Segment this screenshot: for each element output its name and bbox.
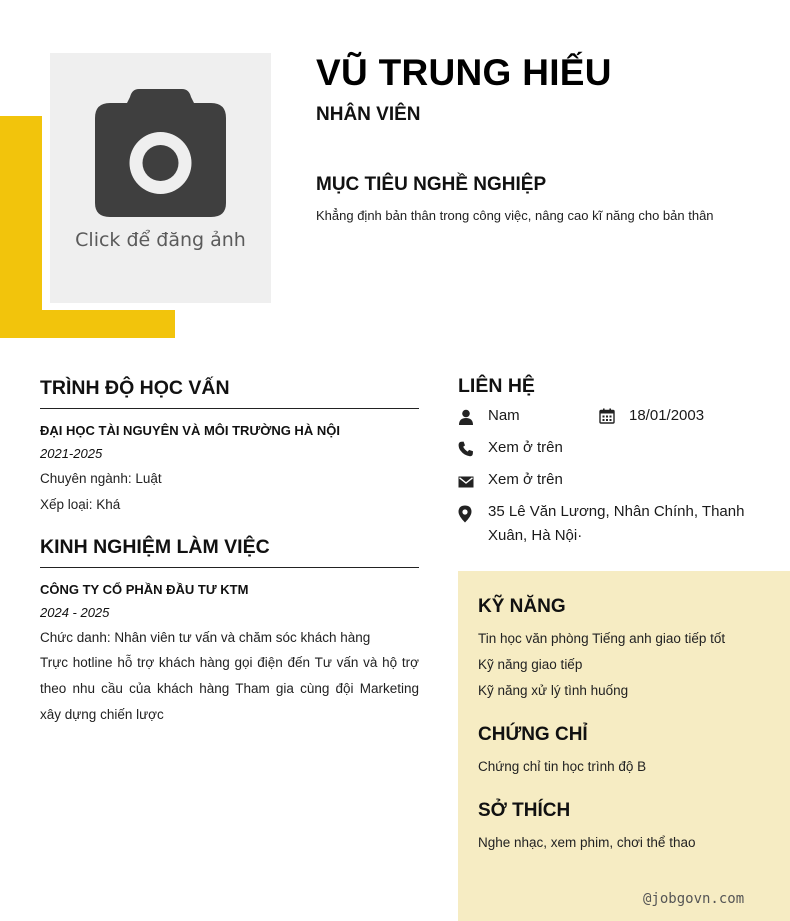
hobbies-heading: SỞ THÍCH [478, 800, 571, 821]
experience-description: Trực hotline hỗ trợ khách hàng gọi điện đến Tư vấn và hộ trợ theo nhu cầu của khách hàng Tham gia cùng đội Marketing xây dựng chiến lược [40, 655, 419, 722]
experience-divider [40, 567, 419, 568]
education-major: Chuyên ngành: Luật [40, 471, 162, 486]
camera-icon [95, 89, 226, 219]
calendar-icon [599, 408, 615, 424]
education-grade: Xếp loại: Khá [40, 497, 121, 512]
contact-address: 35 Lê Văn Lương, Nhân Chính, Thanh Xuân, Hà Nội· [488, 503, 745, 544]
location-pin-icon [457, 505, 473, 523]
candidate-name: VŨ TRUNG HIẾU [316, 52, 612, 93]
skills-heading: KỸ NĂNG [478, 596, 566, 617]
skills-panel [458, 571, 790, 921]
photo-upload[interactable] [50, 53, 271, 303]
skill-item: Kỹ năng giao tiếp [478, 657, 583, 672]
objective-text: Khẳng định bản thân trong công việc, nâng cao kĩ năng cho bản thân [316, 208, 714, 223]
company-name: CÔNG TY CỔ PHẦN ĐẦU TƯ KTM [40, 582, 249, 597]
experience-role: Chức danh: Nhân viên tư vấn và chăm sóc khách hàng [40, 630, 371, 645]
experience-period: 2024 - 2025 [40, 605, 110, 620]
skill-item: Kỹ năng xử lý tình huống [478, 683, 629, 698]
education-heading: TRÌNH ĐỘ HỌC VẤN [40, 377, 230, 399]
photo-caption: Click để đăng ảnh [75, 229, 246, 251]
education-divider [40, 408, 419, 409]
objective-heading: MỤC TIÊU NGHỀ NGHIỆP [316, 174, 547, 195]
experience-heading: KINH NGHIỆM LÀM VIỆC [40, 536, 270, 558]
education-period: 2021-2025 [40, 446, 103, 461]
contact-gender: Nam [488, 407, 520, 424]
hobby-item: Nghe nhạc, xem phim, chơi thể thao [478, 835, 696, 850]
certificate-item: Chứng chỉ tin học trình độ B [478, 759, 647, 774]
skill-item: Tin học văn phòng Tiếng anh giao tiếp tốt [478, 631, 726, 646]
certificates-heading: CHỨNG CHỈ [478, 724, 588, 745]
watermark: @jobgovn.com [643, 891, 745, 907]
phone-icon [458, 441, 474, 457]
accent-bar-vertical [0, 116, 42, 338]
contact-phone: Xem ở trên [488, 439, 563, 456]
accent-bar-horizontal [0, 310, 175, 338]
contact-birthday: 18/01/2003 [629, 407, 705, 424]
contact-email: Xem ở trên [488, 471, 563, 488]
candidate-position: NHÂN VIÊN [316, 104, 421, 125]
school-name: ĐẠI HỌC TÀI NGUYÊN VÀ MÔI TRƯỜNG HÀ NỘI [40, 423, 340, 438]
mail-icon [458, 474, 474, 490]
user-icon [458, 409, 474, 425]
contact-heading: LIÊN HỆ [458, 375, 535, 397]
